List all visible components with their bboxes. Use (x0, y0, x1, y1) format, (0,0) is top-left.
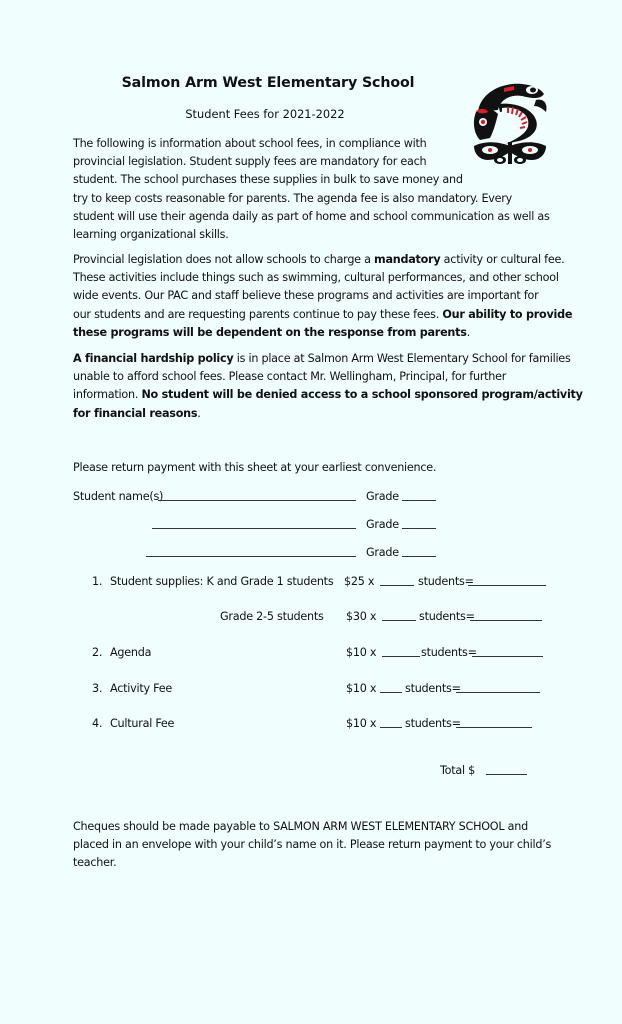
subtotal-field-activity[interactable] (456, 682, 540, 693)
fee-number: 1. (92, 575, 103, 588)
student-count-field-supplies-k1[interactable] (380, 575, 414, 586)
fee-amount: $10 x (346, 682, 377, 695)
fee-amount: $30 x (346, 610, 377, 623)
hardship-policy-emphasis: A financial hardship policy (73, 352, 234, 365)
student-count-field-agenda[interactable] (382, 646, 420, 657)
total-field[interactable] (486, 764, 527, 775)
student-name-label: Student name(s) (73, 490, 164, 503)
fee-number: 3. (92, 682, 103, 695)
fee-suffix: students= (419, 610, 475, 623)
hardship-text: is in place at Salmon Arm West Elementary School for families (233, 352, 571, 365)
hardship-text: information. (73, 388, 142, 402)
intro-line: The following is information about school fees, in compliance with (73, 137, 427, 150)
fee-suffix: students= (418, 575, 474, 588)
student-count-field-activity[interactable] (380, 682, 402, 693)
fees-year-subtitle: Student Fees for 2021-2022 (185, 107, 345, 121)
subtotal-field-supplies-2-5[interactable] (470, 610, 542, 621)
grade-field-1[interactable] (402, 490, 436, 501)
prov-text: . (466, 325, 470, 339)
hardship-line: unable to afford school fees. Please contact Mr. Wellingham, Principal, for further (73, 370, 507, 384)
dependency-emphasis: these programs will be dependent on the response from parents (73, 325, 467, 339)
subtotal-field-agenda[interactable] (472, 646, 543, 657)
footer-line: Cheques should be made payable to SALMON ARM WEST ELEMENTARY SCHOOL and (73, 820, 528, 833)
no-denial-emphasis: No student will be denied access to a school sponsored program/activity (141, 388, 583, 402)
footer-line: teacher. (73, 856, 117, 870)
prov-text: activity or cultural fee. (440, 253, 565, 266)
fee-label-agenda: Agenda (110, 646, 152, 659)
intro-line: student will use their agenda daily as part of home and school communication as well as (73, 209, 550, 223)
hardship-text: . (197, 406, 201, 420)
fee-label-supplies-k1: Student supplies: K and Grade 1 students (110, 575, 334, 588)
prov-text: our students and are requesting parents continue to pay these fees. (73, 307, 443, 321)
grade-label: Grade (366, 546, 399, 559)
fee-label-cultural: Cultural Fee (110, 717, 175, 730)
student-name-field-2[interactable] (152, 518, 356, 529)
prov-line: wide events. Our PAC and staff believe these programs and activities are important for (73, 289, 539, 303)
intro-paragraph (73, 135, 553, 244)
fee-label-supplies-2-5: Grade 2-5 students (220, 610, 324, 623)
provincial-legislation-paragraph (73, 251, 573, 342)
no-denial-emphasis: for financial reasons (73, 406, 198, 420)
student-count-field-cultural[interactable] (380, 717, 402, 728)
prov-text: Provincial legislation does not allow schools to charge a (73, 253, 375, 266)
prov-line: These activities include things such as swimming, cultural performances, and other school (73, 271, 559, 285)
return-instruction: Please return payment with this sheet at your earliest convenience. (73, 461, 437, 474)
intro-line: provincial legislation. Student supply fees are mandatory for each (73, 155, 427, 169)
student-name-field-1[interactable] (158, 490, 356, 501)
subtotal-field-supplies-k1[interactable] (468, 575, 546, 586)
grade-label: Grade (366, 490, 399, 503)
dependency-emphasis: Our ability to provide (442, 307, 573, 321)
fee-amount: $10 x (346, 646, 377, 659)
intro-line: student. The school purchases these supplies in bulk to save money and (73, 173, 463, 187)
fee-suffix: students= (421, 646, 477, 659)
intro-line: learning organizational skills. (73, 228, 229, 242)
intro-line: try to keep costs reasonable for parents. The agenda fee is also mandatory. Every (73, 191, 513, 205)
footer-line: placed in an envelope with your child’s name on it. Please return payment to your child’s (73, 838, 552, 852)
student-name-field-3[interactable] (146, 546, 356, 557)
fee-number: 2. (92, 646, 103, 659)
hardship-policy-paragraph (73, 350, 583, 423)
total-label: Total $ (440, 764, 476, 777)
mandatory-emphasis: mandatory (374, 253, 441, 266)
fee-amount: $10 x (346, 717, 377, 730)
grade-label: Grade (366, 518, 399, 531)
cheque-instructions-paragraph (73, 818, 553, 873)
fee-suffix: students= (405, 717, 461, 730)
subtotal-field-cultural[interactable] (456, 717, 532, 728)
student-count-field-supplies-2-5[interactable] (382, 610, 416, 621)
fee-amount: $25 x (344, 575, 375, 588)
fee-number: 4. (92, 717, 103, 730)
grade-field-2[interactable] (402, 518, 436, 529)
fee-label-activity: Activity Fee (110, 682, 172, 695)
grade-field-3[interactable] (402, 546, 436, 557)
school-name-heading: Salmon Arm West Elementary School (121, 75, 415, 91)
fee-suffix: students= (405, 682, 461, 695)
